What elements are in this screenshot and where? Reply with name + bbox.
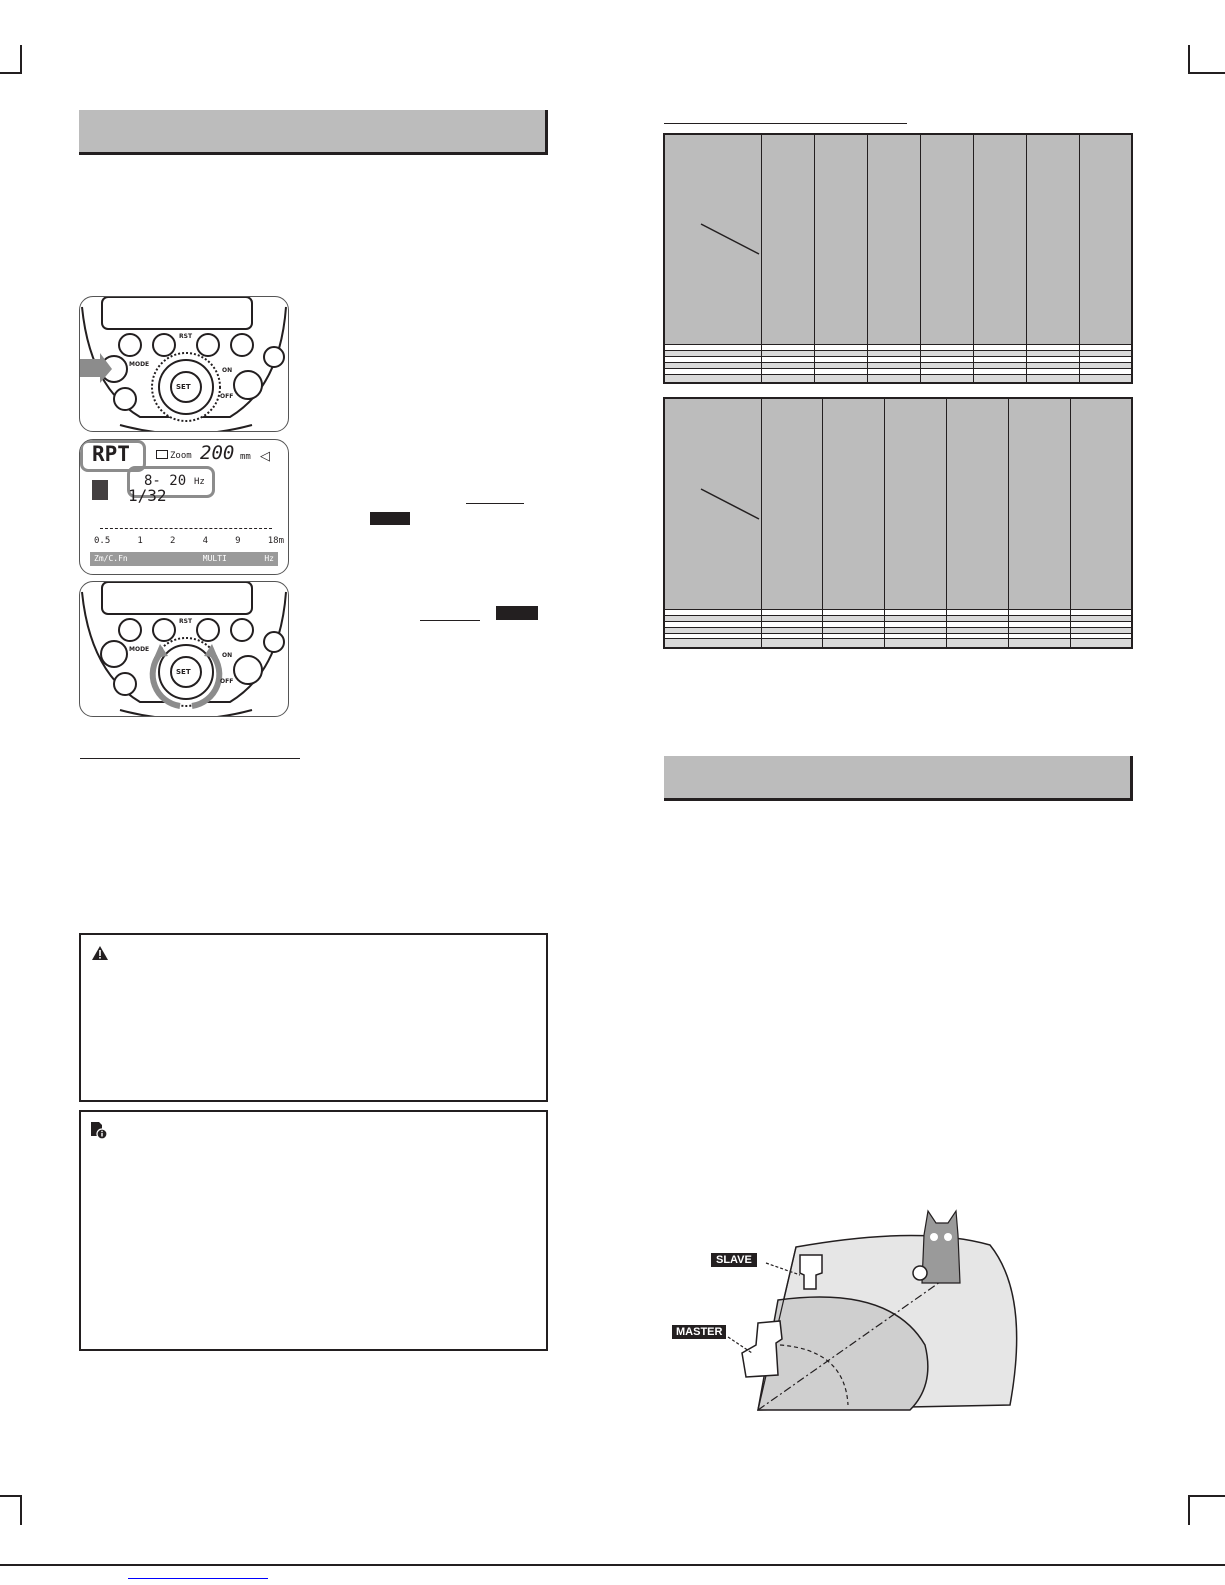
lcd-distance-scale (100, 528, 272, 535)
scale-0: 0.5 (94, 536, 111, 546)
flash-button-icon (114, 388, 136, 410)
speaker-icon: ◁ (260, 449, 270, 464)
tag-mark-2 (496, 606, 538, 620)
lcd-zoom-icon (156, 450, 168, 459)
note-box (79, 1110, 548, 1351)
flash-data-table-2 (663, 397, 1133, 649)
power-switch-icon (234, 371, 262, 399)
flash-dial-illustration (80, 582, 289, 717)
on-label: ON (222, 367, 233, 374)
flash-head-icon (92, 480, 108, 500)
master-label: MASTER (672, 1325, 726, 1339)
lcd-zoom-label: Zoom (170, 451, 192, 461)
master-flash-icon (742, 1321, 782, 1377)
lcd-zoom-value: 200 (200, 442, 235, 464)
lcd-frequency: 8- 20 (144, 473, 187, 489)
warning-triangle-icon (91, 945, 109, 961)
flash-data-table-1 (663, 133, 1133, 384)
lcd-scale-labels (94, 536, 284, 546)
subheading-underline-left (80, 758, 300, 759)
flash-panel-illustration (80, 297, 289, 432)
mode-label: MODE (129, 361, 150, 368)
table-row (664, 374, 1132, 383)
mode-label-2: MODE (129, 646, 150, 653)
rst-label-2: RST (179, 618, 193, 625)
off-label-2: OFF (220, 678, 234, 685)
button-zoom-icon (264, 347, 284, 367)
soft-key-3: MULTI (202, 554, 227, 563)
scale-2: 2 (170, 536, 176, 546)
lcd-zoom-unit: mm (240, 452, 251, 462)
scale-4: 9 (235, 536, 241, 546)
master-slave-diagram (670, 1205, 1040, 1420)
crop-mark-bottom-left-v (20, 1495, 22, 1525)
lcd-mode: RPT (92, 442, 130, 466)
button-2-icon (153, 334, 175, 356)
crop-mark-bottom-right-v (1188, 1495, 1190, 1525)
crop-mark-bottom-right (1188, 1495, 1225, 1497)
note-info-icon (89, 1120, 109, 1140)
button-1-icon (119, 334, 141, 356)
scale-3: 4 (202, 536, 208, 546)
warning-box (79, 933, 548, 1102)
lcd-soft-key-bar (90, 552, 278, 566)
table-2-header-row (664, 398, 1132, 609)
off-label: OFF (220, 393, 234, 400)
soft-key-1: Zm/C.Fn (94, 554, 128, 563)
flash-button-panel-mode (79, 296, 289, 432)
underline-mark-1 (466, 503, 524, 504)
crop-mark-top-right-v (1188, 45, 1190, 74)
crop-mark-top-right (1188, 72, 1225, 74)
table-row (664, 639, 1132, 648)
table-1-header-row (664, 134, 1132, 344)
footer-link-underline[interactable] (128, 1578, 268, 1579)
crop-mark-top-left-v (20, 45, 22, 74)
table-2-corner-cell (664, 398, 761, 609)
crop-mark-top-left (0, 72, 22, 74)
scale-1: 1 (137, 536, 143, 546)
on-label-2: ON (222, 652, 233, 659)
underline-mark-2 (420, 620, 480, 621)
subheading-underline-right (664, 123, 907, 124)
scale-5: 18m (267, 536, 284, 546)
set-label: SET (176, 383, 191, 391)
tag-mark-1 (370, 512, 410, 525)
button-rst-icon (197, 334, 219, 356)
section-heading-bar-left (79, 110, 548, 155)
lcd-ratio: 1/32 (128, 486, 167, 505)
rst-label: RST (179, 333, 193, 340)
bottom-rule (0, 1564, 1225, 1566)
camera-lens-icon (913, 1266, 927, 1280)
lcd-display-panel (79, 439, 289, 575)
button-4-icon (231, 334, 253, 356)
lcd-frequency-unit: Hz (194, 477, 205, 487)
soft-key-4: Hz (264, 554, 274, 563)
table-1-corner-cell (664, 134, 761, 344)
flash-button-panel-dial (79, 581, 289, 717)
crop-mark-bottom-left (0, 1495, 22, 1497)
slave-label: SLAVE (711, 1253, 757, 1267)
set-label-2: SET (176, 668, 191, 676)
section-heading-bar-right (664, 756, 1133, 801)
wireless-flash-scene-illustration (670, 1205, 1040, 1420)
